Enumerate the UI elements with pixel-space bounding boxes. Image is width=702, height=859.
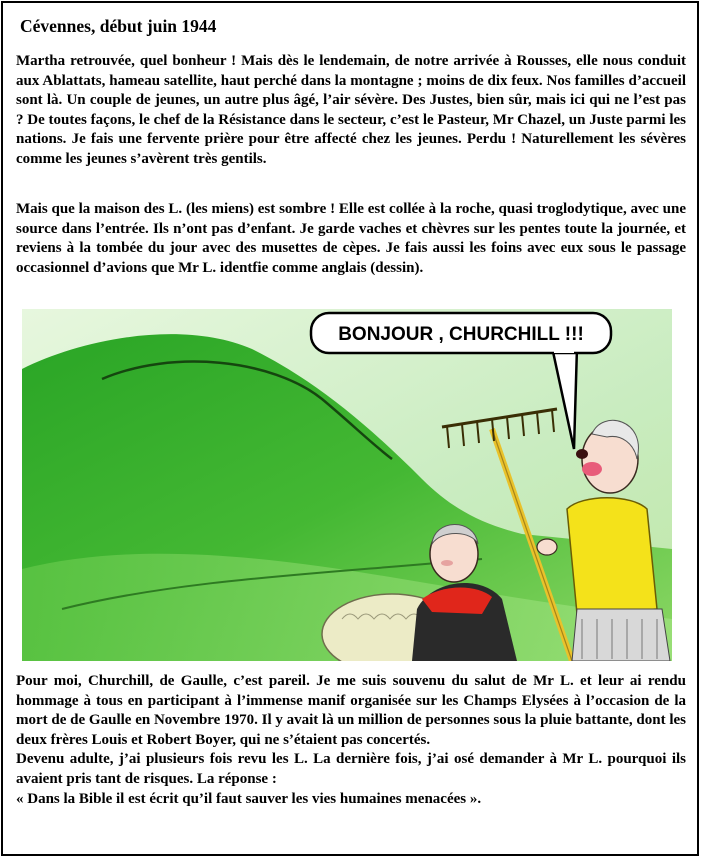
intro-paragraph-1: Martha retrouvée, quel bonheur ! Mais dès le lendemain, de notre arrivée à Rousses, elle nous conduit aux Ablattats, hameau satellite, haut perché dans la montagne ; moins de dix feux. Nos familles d’accueil sont là. Un couple de jeunes, un autre plus âgé, l’air sévère. Des Justes, bien sûr, mais ici qui ne l’est pas ? De toutes façons, le chef de la Résistance dans le secteur, c’est le Pasteur, Mr Chazel, un Juste parmi les nations. Je fais une fervente prière pour être affecté chez les jeunes. Perdu ! Naturellement les sévères comme les jeunes s’avèrent très gentils. xyxy=(16,53,686,167)
illustration-drawing xyxy=(22,309,672,661)
illustration xyxy=(22,309,672,661)
page-title: Cévennes, début juin 1944 xyxy=(20,16,217,36)
outro-paragraph-3: « Dans la Bible il est écrit qu’il faut sauver les vies humaines menacées ». xyxy=(16,790,482,807)
outro-paragraph-2: Devenu adulte, j’ai plusieurs fois revu les L. La dernière fois, j’ai osé demander à Mr L. pourquoi ils avaient pris tant de risques. La réponse : xyxy=(16,751,686,787)
outro-text xyxy=(16,672,686,809)
intro-paragraph-2: Mais que la maison des L. (les miens) est sombre ! Elle est collée à la roche, quasi troglodytique, avec une source dans l’entrée. Ils n’ont pas d’enfant. Je garde vaches et chèvres sur les pentes toute la journée, et reviens à la tombée du jour avec des musettes de cèpes. Je fais aussi les foins avec eux sous le passage occasionnel d’avions que Mr L. identfie comme anglais (dessin). xyxy=(16,201,686,276)
outro-paragraph-1: Pour moi, Churchill, de Gaulle, c’est pareil. Je me suis souvenu du salut de Mr L. et leur ai rendu hommage à tous en participant à l’immense manif organisée sur les Champs Elysées à l’occasion de la mort de de Gaulle en Novembre 1970. Il y avait là un million de personnes sous la pluie battante, dont les deux frères Louis et Robert Boyer, qui ne s’étaient pas concertés. xyxy=(16,673,686,748)
speech-bubble-text: BONJOUR , CHURCHILL !!! xyxy=(338,324,584,345)
